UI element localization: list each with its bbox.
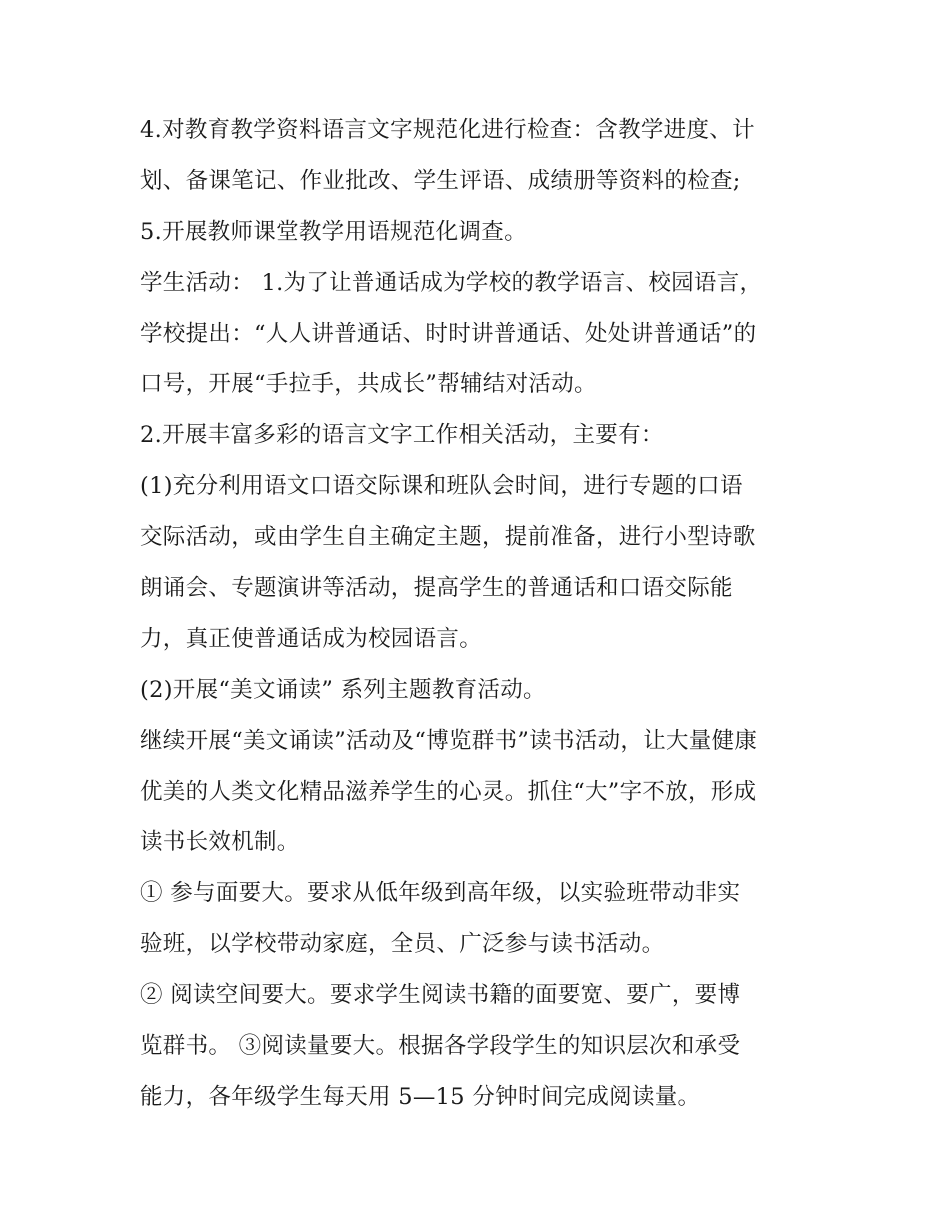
text-line: 划、备课笔记、作业批改、学生评语、成绩册等资料的检查; [140, 167, 741, 194]
text-line: (1)充分利用语文口语交际课和班队会时间，进行专题的口语 [140, 473, 743, 500]
text-line: 能力，各年级学生每天用 5—15 分钟时间完成阅读量。 [140, 1083, 701, 1110]
text-line: 学校提出：“人人讲普通话、时时讲普通话、处处讲普通话”的 [140, 320, 757, 347]
text-line: 学生活动： 1.为了让普通话成为学校的教学语言、校园语言， [140, 269, 763, 296]
text-line: 朗诵会、专题演讲等活动，提高学生的普通话和口语交际能 [140, 575, 733, 602]
text-line: 4.对教育教学资料语言文字规范化进行检查：含教学进度、计 [140, 117, 755, 143]
text-line: 交际活动，或由学生自主确定主题，提前准备，进行小型诗歌 [140, 524, 756, 551]
text-line: ② 阅读空间要大。要求学生阅读书籍的面要宽、要广，要博 [140, 982, 741, 1009]
text-line: 优美的人类文化精品滋养学生的心灵。抓住“大”字不放，形成 [140, 778, 757, 805]
text-line: (2)开展“美文诵读” 系列主题教育活动。 [140, 676, 546, 703]
text-line: 5.开展教师课堂教学用语规范化调查。 [140, 218, 527, 245]
text-line: ① 参与面要大。要求从低年级到高年级，以实验班带动非实 [140, 880, 741, 907]
document-body [140, 105, 820, 1123]
text-line: 读书长效机制。 [140, 829, 300, 856]
text-line: 览群书。 ③阅读量要大。根据各学段学生的知识层次和承受 [140, 1033, 741, 1060]
text-line: 2.开展丰富多彩的语言文字工作相关活动，主要有： [140, 422, 664, 449]
text-line: 力，真正使普通话成为校园语言。 [140, 625, 483, 652]
text-line: 验班，以学校带动家庭，全员、广泛参与读书活动。 [140, 931, 665, 958]
text-line: 口号，开展“手拉手，共成长”帮辅结对活动。 [140, 371, 597, 398]
text-line: 继续开展“美文诵读”活动及“博览群书”读书活动，让大量健康 [140, 727, 758, 754]
